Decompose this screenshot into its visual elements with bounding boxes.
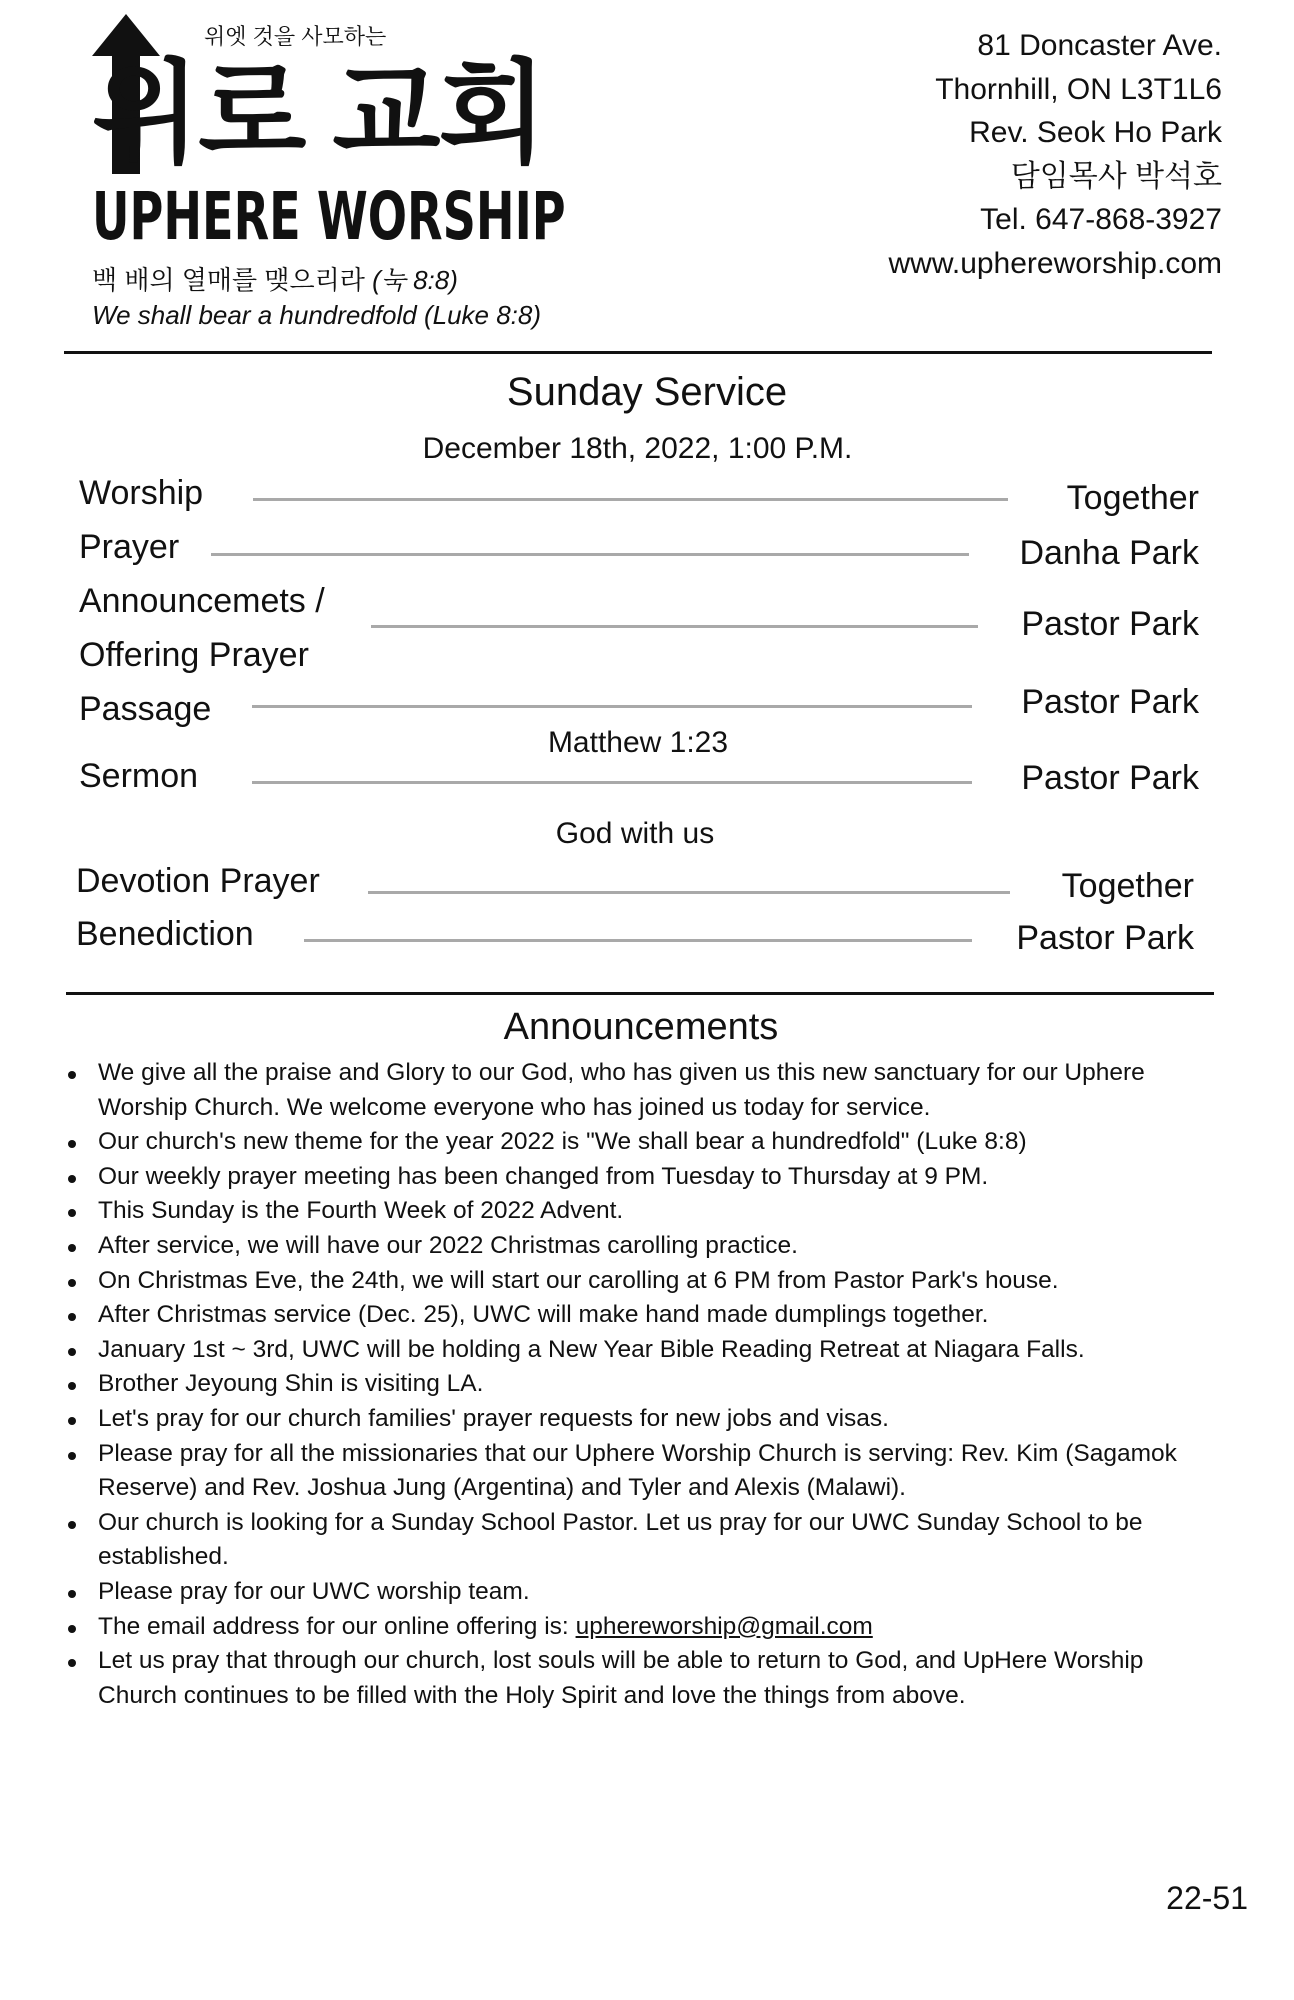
- page-number: 22-51: [1166, 1880, 1248, 1916]
- website-link[interactable]: www.uphereworship.com: [888, 246, 1222, 280]
- order-item-label-line-2: Offering Prayer: [79, 636, 309, 674]
- email-intro-text: The email address for our online offering is:: [98, 1612, 569, 1640]
- pastor-name: Rev. Seok Ho Park: [969, 116, 1222, 149]
- list-item: After Christmas service (Dec. 25), UWC will make hand made dumplings together.: [68, 1298, 1228, 1333]
- order-item-leader-line: [371, 625, 978, 628]
- offering-email-link[interactable]: uphereworship@gmail.com: [575, 1612, 873, 1640]
- logo-tagline: 위엣 것을 사모하는: [204, 24, 387, 49]
- header-divider: [64, 351, 1212, 354]
- list-item: Let us pray that through our church, lost souls will be able to return to God, and UpHere Worship Church continues to be filled with the Holy Spirit and love the things from above.: [68, 1644, 1228, 1713]
- order-item-label: Announcemets /: [79, 582, 325, 620]
- order-item-label: Benediction: [76, 915, 254, 953]
- order-item-leader-line: [252, 705, 972, 708]
- logo-korean-word-1: 위로: [92, 49, 305, 179]
- order-item-label: Worship: [79, 474, 204, 512]
- order-item-leader-line: [304, 939, 972, 942]
- order-item-person: Together: [1066, 479, 1199, 517]
- announcements-title: Announcements: [503, 1006, 779, 1048]
- order-item-person: Pastor Park: [1016, 919, 1194, 957]
- order-item-person: Pastor Park: [1021, 605, 1199, 643]
- list-item: January 1st ~ 3rd, UWC will be holding a New Year Bible Reading Retreat at Niagara Falls.: [68, 1333, 1228, 1368]
- theme-verse-korean: [92, 260, 458, 297]
- logo-korean-word-2: 교회: [332, 49, 545, 179]
- list-item: On Christmas Eve, the 24th, we will start our carolling at 6 PM from Pastor Park's house.: [68, 1264, 1228, 1299]
- address-street: 81 Doncaster Ave.: [977, 29, 1222, 62]
- order-item-label: Devotion Prayer: [76, 862, 320, 900]
- order-item-leader-line: [253, 498, 1008, 501]
- order-item-label: Passage: [79, 690, 212, 728]
- service-divider: [66, 992, 1214, 995]
- logo-korean-name: [92, 49, 545, 179]
- address-city: Thornhill, ON L3T1L6: [935, 72, 1222, 106]
- order-item-leader-line: [252, 781, 972, 784]
- theme-verse-korean-text: 백 배의 열매를 맺으리라: [92, 265, 365, 295]
- theme-verse-korean-ref: (눅 8:8): [372, 265, 458, 295]
- sermon-title: God with us: [555, 817, 715, 850]
- order-item-leader-line: [368, 891, 1010, 894]
- list-item: After service, we will have our 2022 Christmas carolling practice.: [68, 1229, 1228, 1264]
- order-item-person: Pastor Park: [1021, 683, 1199, 721]
- order-item-person: Together: [1061, 867, 1194, 905]
- phone-number: Tel. 647-868-3927: [980, 203, 1222, 236]
- list-item-email: [68, 1610, 1228, 1645]
- order-item-leader-line: [211, 553, 969, 556]
- list-item: Please pray for our UWC worship team.: [68, 1575, 1228, 1610]
- service-title: Sunday Service: [506, 370, 788, 414]
- list-item: Our church is looking for a Sunday School Pastor. Let us pray for our UWC Sunday School to be established.: [68, 1506, 1228, 1575]
- announcements-list: [68, 1056, 1228, 1713]
- order-item-label: Prayer: [79, 528, 180, 566]
- list-item: Let's pray for our church families' prayer requests for new jobs and visas.: [68, 1402, 1228, 1437]
- church-address-block: [889, 24, 1222, 285]
- passage-reference: Matthew 1:23: [547, 726, 729, 759]
- list-item: Our weekly prayer meeting has been changed from Tuesday to Thursday at 9 PM.: [68, 1160, 1228, 1195]
- service-date: December 18th, 2022, 1:00 P.M.: [422, 432, 853, 465]
- list-item: Please pray for all the missionaries that our Uphere Worship Church is serving: Rev. Kim (Sagamok Reserve) and Rev. Joshua Jung (Argentina) and Tyler and Alexis (Malawi).: [68, 1437, 1228, 1506]
- pastor-name-korean: 담임목사 박석호: [1010, 159, 1222, 193]
- list-item: Brother Jeyoung Shin is visiting LA.: [68, 1367, 1228, 1402]
- order-item-person: Pastor Park: [1021, 759, 1199, 797]
- list-item: Our church's new theme for the year 2022 is "We shall bear a hundredfold" (Luke 8:8): [68, 1125, 1228, 1160]
- order-item-label: Sermon: [79, 757, 199, 795]
- logo-english-name: UPHERE WORSHIP: [92, 178, 566, 255]
- list-item: We give all the praise and Glory to our God, who has given us this new sanctuary for our Uphere Worship Church. We welcome everyone who has joined us today for service.: [68, 1056, 1228, 1125]
- theme-verse-english: We shall bear a hundredfold (Luke 8:8): [92, 300, 542, 330]
- list-item: This Sunday is the Fourth Week of 2022 Advent.: [68, 1194, 1228, 1229]
- order-item-person: Danha Park: [1019, 534, 1199, 572]
- church-logo: [92, 14, 566, 255]
